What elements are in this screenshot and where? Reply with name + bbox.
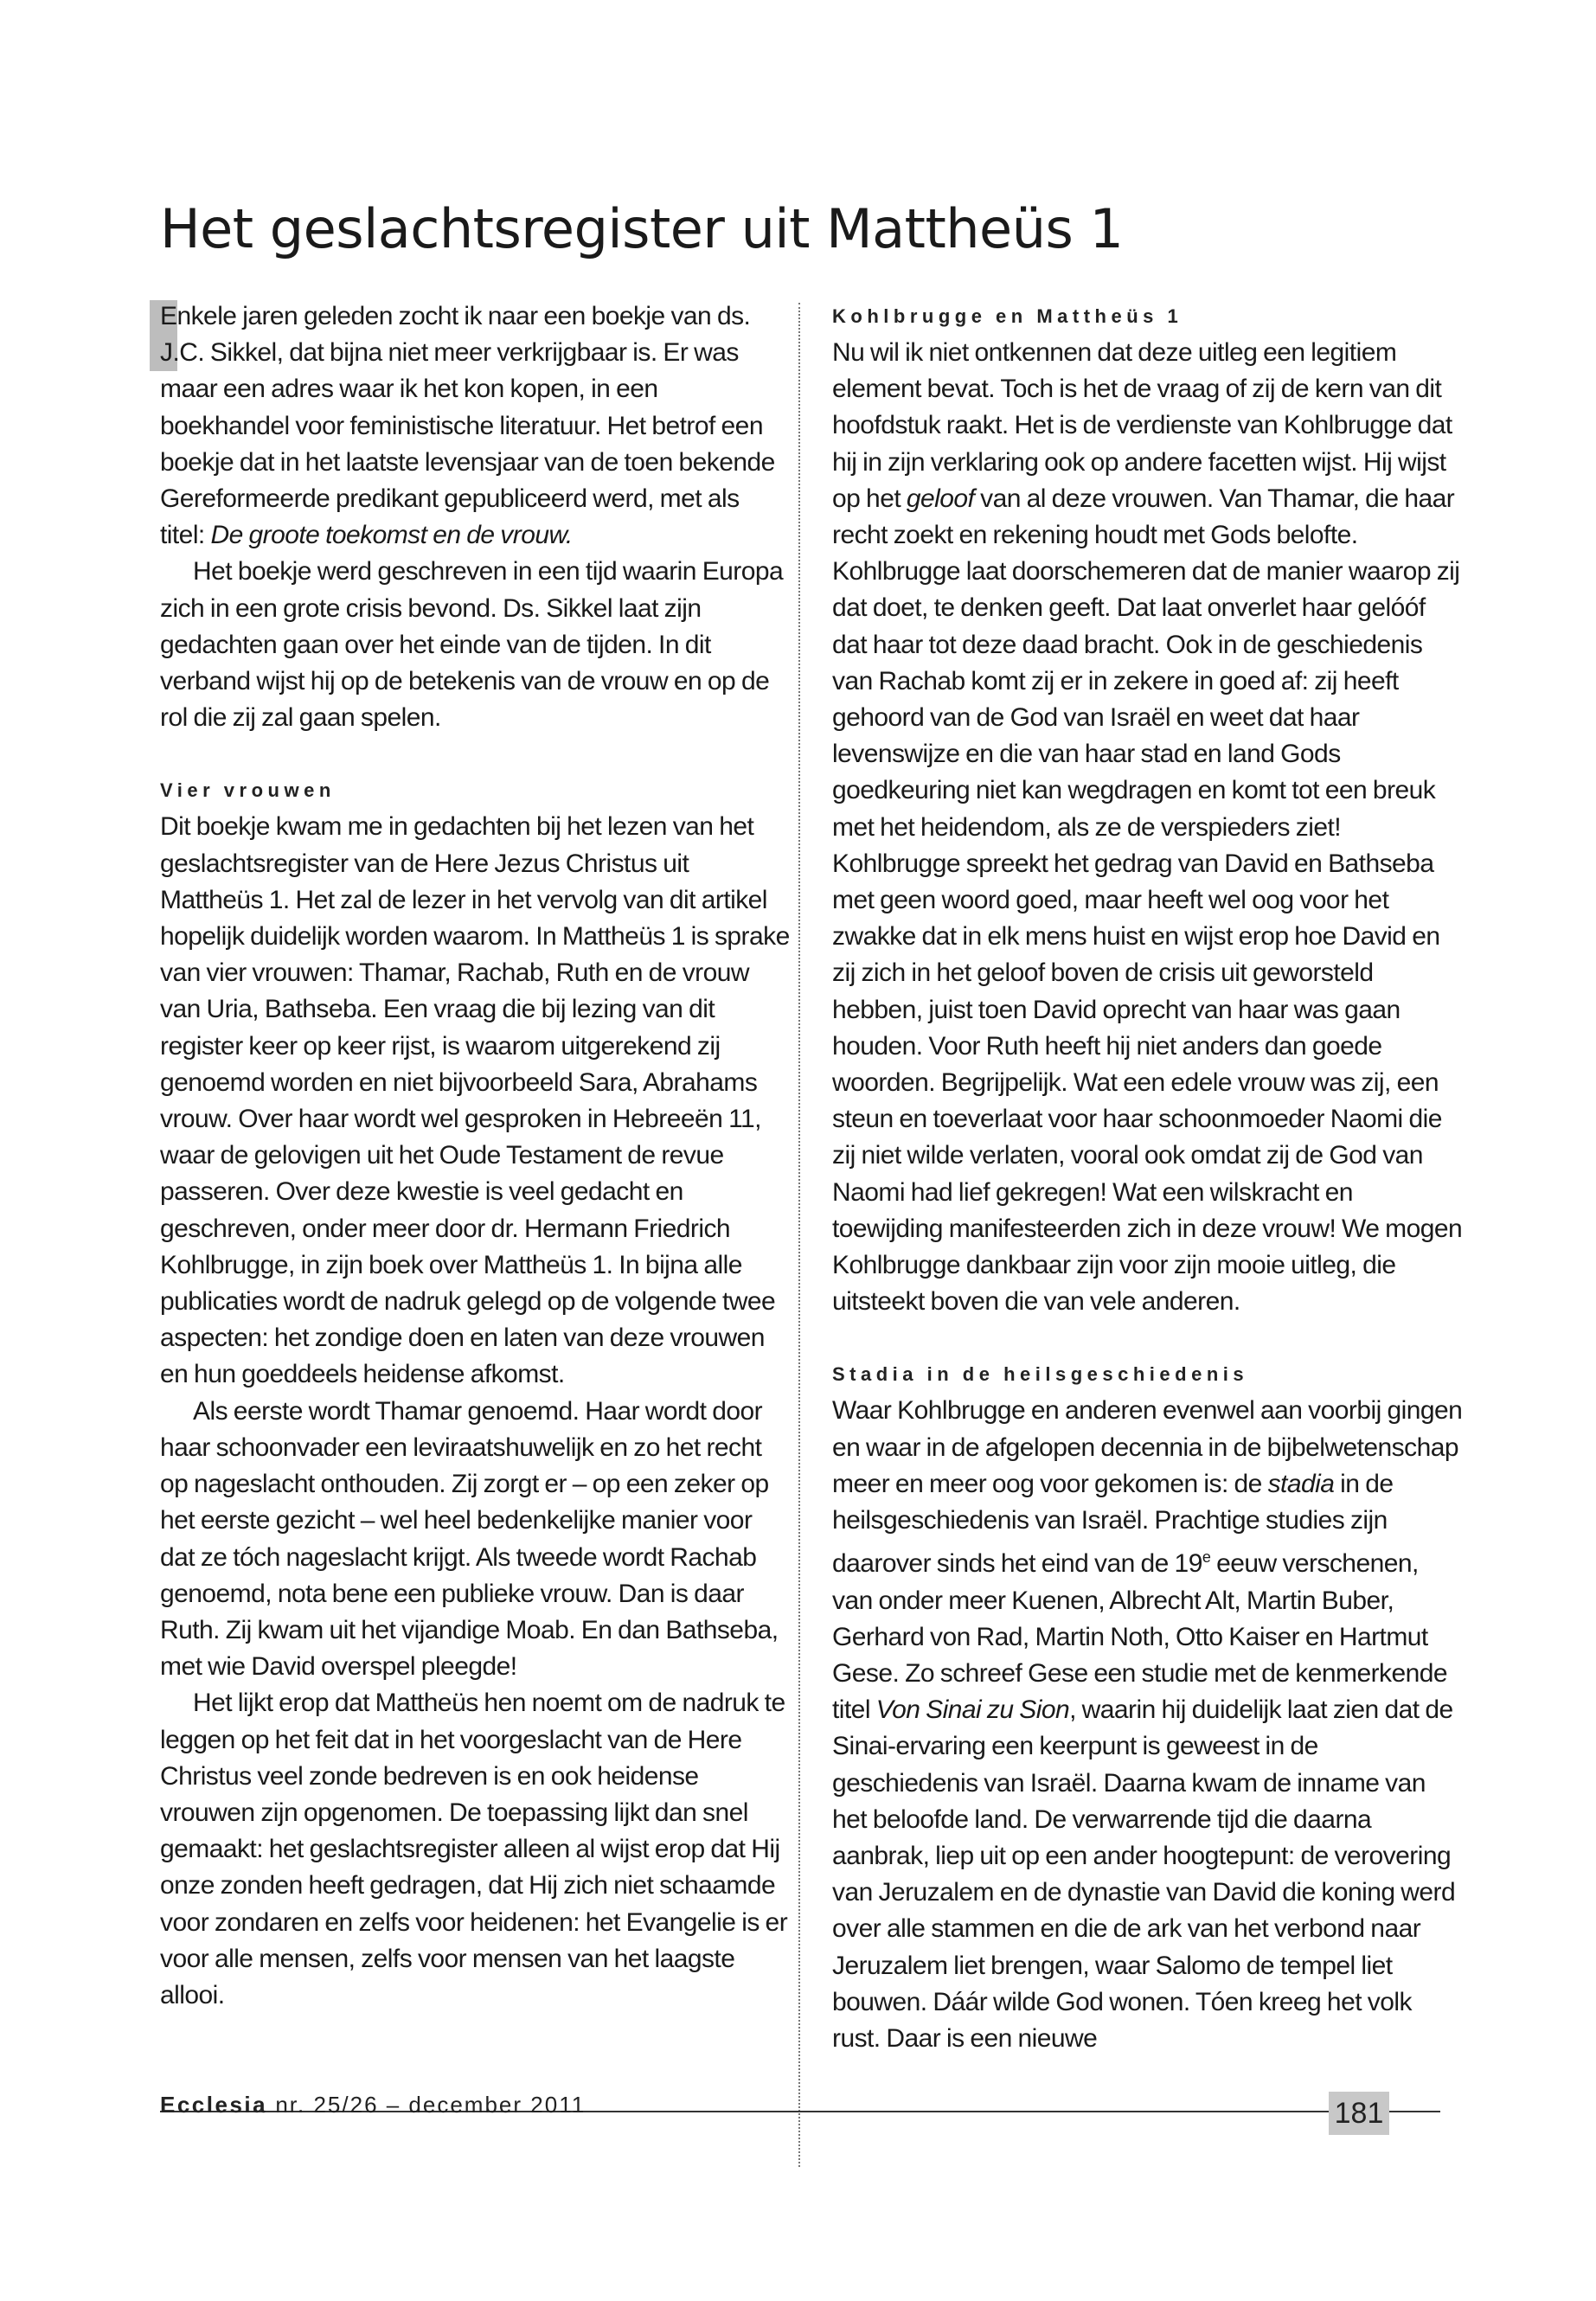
paragraph: Nu wil ik niet ontkennen dat deze uitleg een legitiem element bevat. Toch is het de vraag of zij de kern van dit hoofdstuk raakt. Het is de verdienste van Kohlbrugge dat hij in zijn verklaring ook op andere facetten wijst. Hij wijst op het geloof van al deze vrouwen. Van Thamar, die haar recht zoekt en rekening houdt met Gods belofte. Kohlbrugge laat doorschemeren dat de manier waarop zij dat doet, te denken geeft. Dat laat onverlet haar gelóóf dat haar tot deze daad bracht. Ook in de geschiedenis van Rachab komt zij er in zekere in goed af: zij heeft gehoord van de God van Israël en weet dat haar levenswijze en die van haar stad en land Gods goedkeuring niet kan wegdragen en komt tot een breuk met het heidendom, als ze de verspieders ziet! Kohlbrugge spreekt het gedrag van David en Bathseba met geen woord goed, maar heeft wel oog voor het zwakke dat in elk mens huist en wijst erop hoe David en zij zich in het geloof boven de crisis uit geworsteld hebben, juist toen David oprecht van haar was gaan houden. Voor Ruth heeft hij niet anders dan goede woorden. Begrijpelijk. Wat een edele vrouw was zij, een steun en toeverlaat voor haar schoonmoeder Naomi die zij niet wilde verlaten, vooral ook omdat zij de God van Naomi had lief gekregen! Wat een wilskracht en toewijding manifesteerden zich in deze vrouw! We mogen Kohlbrugge dankbaar zijn voor zijn mooie uitleg, die uitsteekt boven die van vele anderen.: [832, 338, 1463, 1317]
paragraph: Waar Kohlbrugge en anderen evenwel aan voorbij gingen en waar in de afgelopen decennia in de bijbelwetenschap meer en meer oog voor gekomen is: de stadia in de heilsgeschiedenis van Israël. Prachtige studies zijn daarover sinds het eind van de 19e eeuw verschenen, van onder meer Kuenen, Albrecht Alt, Martin Buber, Gerhard von Rad, Martin Noth, Otto Kaiser en Hartmut Gese. Zo schreef Gese een studie met de kenmerkende titel Von Sinai zu Sion, waarin hij duidelijk laat zien dat de Sinai-ervaring een keerpunt is geweest in de geschiedenis van Israël. Daarna kwam de inname van het beloofde land. De verwarrende tijd die daarna aanbrak, liep uit op een ander hoogtepunt: de verovering van Jeruzalem en de dynastie van David die koning werd over alle stammen en die de ark van het verbond naar Jeruzalem liet brengen, waar Salomo de tempel liet bouwen. Dáár wilde God wonen. Tóen kreeg het volk rust. Daar is een nieuwe: [832, 1396, 1463, 2053]
left-column: [160, 298, 790, 2014]
section-heading-vier-vrouwen: Vier vrouwen: [160, 779, 336, 802]
article-title: Het geslachtsregister uit Mattheüs 1: [160, 197, 1124, 260]
issue-info: nr. 25/26 – december 2011: [275, 2092, 586, 2118]
footer-publication: [160, 2092, 586, 2118]
book-title: De groote toekomst en de vrouw.: [210, 521, 573, 550]
section-heading-stadia: Stadia in de heilsgeschiedenis: [832, 1363, 1249, 1386]
section-heading-kohlbrugge: Kohlbrugge en Mattheüs 1: [832, 305, 1183, 327]
dropcap-letter: E: [160, 302, 177, 330]
column-divider: [798, 303, 800, 2167]
right-column: [832, 298, 1464, 2057]
page-number: 181: [1329, 2092, 1389, 2135]
magazine-name: Ecclesia: [160, 2092, 268, 2118]
paragraph: Het lijkt erop dat Mattheüs hen noemt om de nadruk te leggen op het feit dat in het voorgeslacht van de Here Christus veel zonde bedreven is en ook heidense vrouwen zijn opgenomen. De toepassing lijkt dan snel gemaakt: het geslachtsregister alleen al wijst erop dat Hij onze zonden heeft gedragen, dat Hij zich niet schaamde voor zondaren en zelfs voor heidenen: het Evangelie is er voor alle mensen, zelfs voor mensen van het laagste allooi.: [160, 1689, 788, 2009]
paragraph: Als eerste wordt Thamar genoemd. Haar wordt door haar schoonvader een leviraatshuwelijk en zo het recht op nageslacht onthouden. Zij zorgt er – op een zeker op het eerste gezicht – wel heel bedenkelijke manier voor dat ze tóch nageslacht krijgt. Als tweede wordt Rachab genoemd, nota bene een publieke vrouw. Dan is daar Ruth. Zij kwam uit het vijandige Moab. En dan Bathseba, met wie David overspel pleegde!: [160, 1396, 779, 1682]
paragraph-intro: Enkele jaren geleden zocht ik naar een boekje van ds. J.C. Sikkel, dat bijna niet meer verkrijgbaar is. Er was maar een adres waar ik het kon kopen, in een boekhandel voor feministische literatuur. Het betrof een boekje dat in het laatste levensjaar van de toen bekende Gereformeerde predikant gepubliceerd werd, met als titel: De groote toekomst en de vrouw.: [160, 302, 775, 550]
paragraph: Dit boekje kwam me in gedachten bij het lezen van het geslachtsregister van de Here Jezus Christus uit Mattheüs 1. Het zal de lezer in het vervolg van dit artikel hopelijk duidelijk worden waarom. In Mattheüs 1 is sprake van vier vrouwen: Thamar, Rachab, Ruth en de vrouw van Uria, Bathseba. Een vraag die bij lezing van dit register keer op keer rijst, is waarom uitgerekend zij genoemd worden en niet bijvoorbeeld Sara, Abrahams vrouw. Over haar wordt wel gesproken in Hebreeën 11, waar de gelovigen uit het Oude Testament de revue passeren. Over deze kwestie is veel gedacht en geschreven, onder meer door dr. Hermann Friedrich Kohlbrugge, in zijn boek over Mattheüs 1. In bijna alle publicaties wordt de nadruk gelegd op de volgende twee aspecten: het zondige doen en laten van deze vrouwen en hun goeddeels heidense afkomst.: [160, 812, 790, 1389]
paragraph: Het boekje werd geschreven in een tijd waarin Europa zich in een grote crisis bevond. Ds. Sikkel laat zijn gedachten gaan over het einde van de tijden. In dit verband wijst hij op de betekenis van de vrouw en op de rol die zij zal gaan spelen.: [160, 557, 784, 733]
